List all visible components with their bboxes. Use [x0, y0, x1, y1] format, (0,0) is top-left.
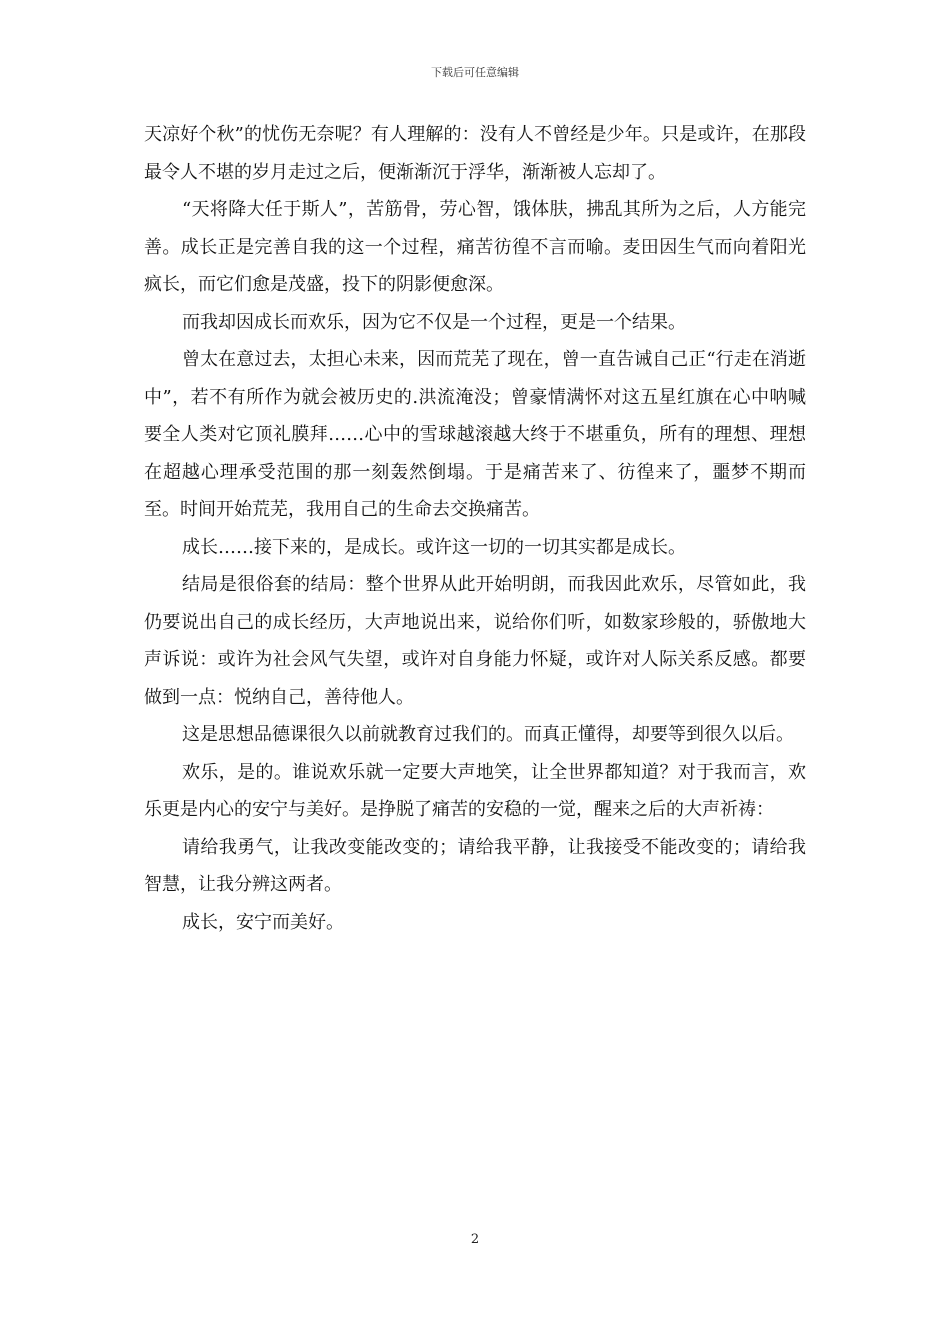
paragraph: 天凉好个秋”的忧伤无奈呢？有人理解的：没有人不曾经是少年。只是或许，在那段最令人不堪的岁月走过之后，便渐渐沉于浮华，渐渐被人忘却了。 [144, 124, 806, 183]
document-body [144, 116, 806, 941]
paragraph: 成长……接下来的，是成长。或许这一切的一切其实都是成长。 [182, 536, 686, 558]
page-number: 2 [470, 1232, 480, 1247]
paragraph: 成长，安宁而美好。 [182, 911, 344, 933]
page-header: 下载后可任意编辑 [431, 66, 519, 79]
paragraph: 这是思想品德课很久以前就教育过我们的。而真正懂得，却要等到很久以后。 [182, 724, 794, 745]
paragraph: “天将降大任于斯人”，苦筋骨，劳心智，饿体肤，拂乱其所为之后，人方能完善。成长正是完善自我的这一个过程，痛苦彷徨不言而喻。麦田因生气而向着阳光疯长，而它们愈是茂盛，投下的阴影便愈深。 [144, 199, 806, 295]
paragraph: 欢乐，是的。谁说欢乐就一定要大声地笑，让全世界都知道？对于我而言，欢乐更是内心的安宁与美好。是挣脱了痛苦的安稳的一觉，醒来之后的大声祈祷： [144, 761, 806, 820]
paragraph: 而我却因成长而欢乐，因为它不仅是一个过程，更是一个结果。 [182, 311, 686, 333]
paragraph: 曾太在意过去，太担心未来，因而荒芜了现在，曾一直告诫自己正“行走在消逝中”，若不有所作为就会被历史的.洪流淹没；曾豪情满怀对这五星红旗在心中呐喊要全人类对它顶礼膜拜……心中的雪球越滚越大终于不堪重负，所有的理想、理想在超越心理承受范围的那一刻轰然倒塌。于是痛苦来了、彷徨来了，噩梦不期而至。时间开始荒芜，我用自己的生命去交换痛苦。 [144, 349, 806, 520]
paragraph: 请给我勇气，让我改变能改变的；请给我平静，让我接受不能改变的；请给我智慧，让我分辨这两者。 [144, 836, 806, 895]
paragraph: 结局是很俗套的结局：整个世界从此开始明朗，而我因此欢乐，尽管如此，我仍要说出自己的成长经历，大声地说出来，说给你们听，如数家珍般的，骄傲地大声诉说：或许为社会风气失望，或许对自身能力怀疑，或许对人际关系反感。都要做到一点：悦纳自己，善待他人。 [144, 574, 806, 708]
